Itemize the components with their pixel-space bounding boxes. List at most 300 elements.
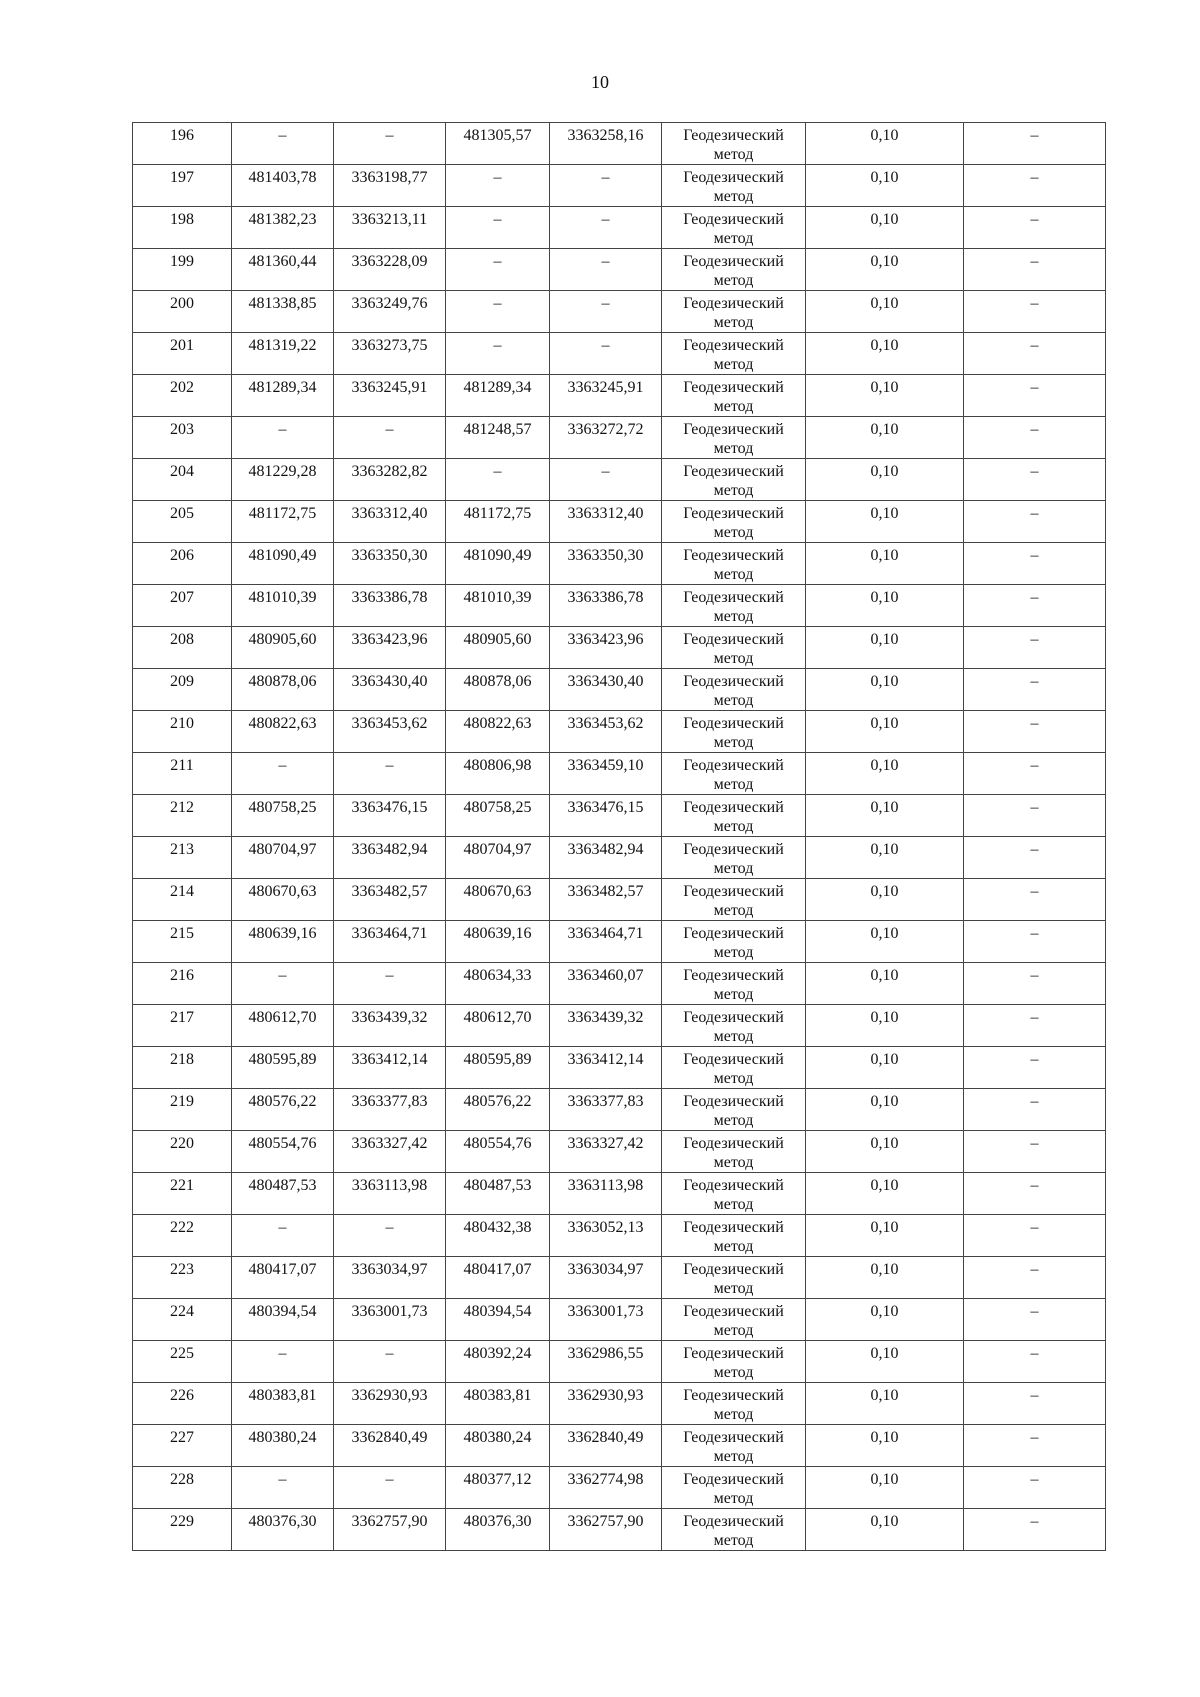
new-x-cell <box>446 669 550 711</box>
new-y-cell <box>550 921 662 963</box>
new-y-text: – <box>601 169 610 186</box>
old-x-text: 480487,53 <box>248 1177 317 1194</box>
table-row <box>133 459 1106 501</box>
accuracy-text: 0,10 <box>870 967 899 984</box>
point-number-cell <box>133 417 232 459</box>
old-x-text: 481319,22 <box>248 337 317 354</box>
description-text: – <box>1030 1513 1039 1530</box>
new-x-text: 481172,75 <box>463 505 532 522</box>
new-y-cell <box>550 543 662 585</box>
new-x-text: 480595,89 <box>463 1051 532 1068</box>
new-y-text: 3362774,98 <box>567 1471 644 1488</box>
new-y-text: 3362930,93 <box>567 1387 644 1404</box>
accuracy-cell <box>806 1005 964 1047</box>
table-row <box>133 1131 1106 1173</box>
accuracy-text: 0,10 <box>870 715 899 732</box>
accuracy-cell <box>806 1383 964 1425</box>
old-y-cell <box>334 207 446 249</box>
accuracy-text: 0,10 <box>870 883 899 900</box>
old-y-text: – <box>385 1471 394 1488</box>
new-x-cell <box>446 1383 550 1425</box>
description-text: – <box>1030 547 1039 564</box>
accuracy-text: 0,10 <box>870 253 899 270</box>
method-text: Геодезический метод <box>683 1429 784 1465</box>
table-row <box>133 543 1106 585</box>
accuracy-cell <box>806 291 964 333</box>
method-text: Геодезический метод <box>683 1387 784 1423</box>
old-y-text: 3363464,71 <box>351 925 428 942</box>
new-y-text: 3363423,96 <box>567 631 644 648</box>
method-cell <box>662 753 806 795</box>
new-x-text: 480392,24 <box>463 1345 532 1362</box>
accuracy-text: 0,10 <box>870 169 899 186</box>
new-x-cell <box>446 585 550 627</box>
description-cell <box>964 417 1106 459</box>
new-y-text: 3363439,32 <box>567 1009 644 1026</box>
accuracy-text: 0,10 <box>870 505 899 522</box>
old-x-text: – <box>278 421 287 438</box>
new-x-text: 480704,97 <box>463 841 532 858</box>
old-x-text: 481172,75 <box>248 505 317 522</box>
point-number-text: 212 <box>170 799 194 816</box>
table-row <box>133 837 1106 879</box>
old-x-text: 480394,54 <box>248 1303 317 1320</box>
new-y-cell <box>550 711 662 753</box>
point-number-text: 208 <box>170 631 194 648</box>
new-y-cell <box>550 627 662 669</box>
new-x-text: 480639,16 <box>463 925 532 942</box>
method-text: Геодезический метод <box>683 1219 784 1255</box>
method-text: Геодезический метод <box>683 967 784 1003</box>
description-text: – <box>1030 757 1039 774</box>
new-x-text: 480634,33 <box>463 967 532 984</box>
method-cell <box>662 459 806 501</box>
old-y-cell <box>334 543 446 585</box>
new-x-cell <box>446 753 550 795</box>
new-y-text: 3363453,62 <box>567 715 644 732</box>
old-y-text: 3363282,82 <box>351 463 428 480</box>
table-row <box>133 501 1106 543</box>
new-y-cell <box>550 669 662 711</box>
new-y-text: 3363034,97 <box>567 1261 644 1278</box>
point-number-cell <box>133 837 232 879</box>
new-x-cell <box>446 1467 550 1509</box>
description-text: – <box>1030 211 1039 228</box>
point-number-cell <box>133 711 232 753</box>
point-number-text: 210 <box>170 715 194 732</box>
table-row <box>133 1047 1106 1089</box>
new-y-text: 3363258,16 <box>567 127 644 144</box>
method-text: Геодезический метод <box>683 295 784 331</box>
accuracy-text: 0,10 <box>870 211 899 228</box>
method-text: Геодезический метод <box>683 253 784 289</box>
accuracy-cell <box>806 1341 964 1383</box>
new-y-text: 3363482,57 <box>567 883 644 900</box>
old-x-cell <box>232 165 334 207</box>
point-number-text: 222 <box>170 1219 194 1236</box>
table-row <box>133 585 1106 627</box>
new-x-cell <box>446 837 550 879</box>
old-x-cell <box>232 669 334 711</box>
method-text: Геодезический метод <box>683 1009 784 1045</box>
method-text: Геодезический метод <box>683 1261 784 1297</box>
old-y-cell <box>334 1299 446 1341</box>
accuracy-cell <box>806 627 964 669</box>
table-row <box>133 123 1106 165</box>
old-y-text: 3363198,77 <box>351 169 428 186</box>
description-cell <box>964 753 1106 795</box>
method-cell <box>662 417 806 459</box>
old-x-cell <box>232 543 334 585</box>
new-y-cell <box>550 1005 662 1047</box>
method-text: Геодезический метод <box>683 1345 784 1381</box>
point-number-text: 206 <box>170 547 194 564</box>
accuracy-text: 0,10 <box>870 547 899 564</box>
point-number-text: 220 <box>170 1135 194 1152</box>
point-number-cell <box>133 1509 232 1551</box>
accuracy-cell <box>806 1047 964 1089</box>
method-cell <box>662 1047 806 1089</box>
table-row <box>133 1467 1106 1509</box>
old-y-cell <box>334 417 446 459</box>
old-y-text: 3363245,91 <box>351 379 428 396</box>
new-x-text: 480670,63 <box>463 883 532 900</box>
table-row <box>133 1089 1106 1131</box>
description-cell <box>964 1467 1106 1509</box>
new-y-cell <box>550 1299 662 1341</box>
description-text: – <box>1030 463 1039 480</box>
old-y-cell <box>334 963 446 1005</box>
old-y-text: 3363377,83 <box>351 1093 428 1110</box>
table-row <box>133 1257 1106 1299</box>
new-y-text: 3363377,83 <box>567 1093 644 1110</box>
new-y-cell <box>550 249 662 291</box>
point-number-text: 219 <box>170 1093 194 1110</box>
new-x-cell <box>446 249 550 291</box>
accuracy-text: 0,10 <box>870 1387 899 1404</box>
old-y-text: 3363327,42 <box>351 1135 428 1152</box>
old-x-cell <box>232 207 334 249</box>
old-y-text: 3363482,57 <box>351 883 428 900</box>
description-text: – <box>1030 1177 1039 1194</box>
new-x-cell <box>446 1089 550 1131</box>
old-y-cell <box>334 1173 446 1215</box>
old-y-cell <box>334 921 446 963</box>
old-y-text: 3363453,62 <box>351 715 428 732</box>
method-cell <box>662 669 806 711</box>
old-y-cell <box>334 1215 446 1257</box>
point-number-cell <box>133 459 232 501</box>
accuracy-text: 0,10 <box>870 1261 899 1278</box>
method-cell <box>662 795 806 837</box>
new-y-cell <box>550 1425 662 1467</box>
new-y-text: 3363464,71 <box>567 925 644 942</box>
new-x-cell <box>446 459 550 501</box>
description-text: – <box>1030 841 1039 858</box>
point-number-cell <box>133 1383 232 1425</box>
old-x-text: 480383,81 <box>248 1387 317 1404</box>
description-cell <box>964 543 1106 585</box>
table-row <box>133 1173 1106 1215</box>
old-y-text: 3363213,11 <box>351 211 428 228</box>
old-x-cell <box>232 921 334 963</box>
point-number-cell <box>133 291 232 333</box>
new-x-cell <box>446 1425 550 1467</box>
new-y-text: 3363327,42 <box>567 1135 644 1152</box>
description-text: – <box>1030 1009 1039 1026</box>
point-number-cell <box>133 207 232 249</box>
description-text: – <box>1030 169 1039 186</box>
accuracy-text: 0,10 <box>870 631 899 648</box>
description-text: – <box>1030 505 1039 522</box>
old-x-cell <box>232 963 334 1005</box>
old-x-text: 481090,49 <box>248 547 317 564</box>
old-x-cell <box>232 1467 334 1509</box>
new-y-text: 3362757,90 <box>567 1513 644 1530</box>
old-x-text: 480878,06 <box>248 673 317 690</box>
accuracy-text: 0,10 <box>870 295 899 312</box>
accuracy-text: 0,10 <box>870 1009 899 1026</box>
point-number-text: 209 <box>170 673 194 690</box>
table-row <box>133 1299 1106 1341</box>
old-x-cell <box>232 1089 334 1131</box>
description-cell <box>964 795 1106 837</box>
accuracy-text: 0,10 <box>870 757 899 774</box>
new-x-text: 480376,30 <box>463 1513 532 1530</box>
old-y-text: 3363228,09 <box>351 253 428 270</box>
accuracy-cell <box>806 795 964 837</box>
point-number-text: 198 <box>170 211 194 228</box>
description-text: – <box>1030 1051 1039 1068</box>
new-y-text: 3363386,78 <box>567 589 644 606</box>
accuracy-cell <box>806 1173 964 1215</box>
old-x-cell <box>232 1425 334 1467</box>
point-number-cell <box>133 501 232 543</box>
description-cell <box>964 1047 1106 1089</box>
old-x-text: 481229,28 <box>248 463 317 480</box>
method-text: Геодезический метод <box>683 505 784 541</box>
method-cell <box>662 627 806 669</box>
old-x-cell <box>232 333 334 375</box>
method-text: Геодезический метод <box>683 925 784 961</box>
new-y-text: 3363482,94 <box>567 841 644 858</box>
accuracy-text: 0,10 <box>870 1051 899 1068</box>
new-x-text: 480806,98 <box>463 757 532 774</box>
old-y-cell <box>334 333 446 375</box>
accuracy-cell <box>806 879 964 921</box>
old-x-cell <box>232 1047 334 1089</box>
method-text: Геодезический метод <box>683 589 784 625</box>
description-cell <box>964 207 1106 249</box>
new-y-cell <box>550 333 662 375</box>
old-y-cell <box>334 627 446 669</box>
point-number-cell <box>133 1467 232 1509</box>
new-y-cell <box>550 837 662 879</box>
new-y-text: 3363245,91 <box>567 379 644 396</box>
new-y-cell <box>550 501 662 543</box>
new-y-cell <box>550 963 662 1005</box>
point-number-text: 218 <box>170 1051 194 1068</box>
new-x-text: 481248,57 <box>463 421 532 438</box>
old-y-cell <box>334 375 446 417</box>
point-number-cell <box>133 795 232 837</box>
new-y-text: – <box>601 295 610 312</box>
new-y-text: 3363113,98 <box>567 1177 644 1194</box>
method-text: Геодезический метод <box>683 673 784 709</box>
old-y-text: 3363249,76 <box>351 295 428 312</box>
new-y-cell <box>550 795 662 837</box>
new-y-text: 3363350,30 <box>567 547 644 564</box>
point-number-cell <box>133 627 232 669</box>
description-cell <box>964 1173 1106 1215</box>
old-x-cell <box>232 1173 334 1215</box>
accuracy-cell <box>806 333 964 375</box>
new-x-text: – <box>493 463 502 480</box>
method-cell <box>662 207 806 249</box>
method-cell <box>662 333 806 375</box>
method-cell <box>662 921 806 963</box>
new-y-text: – <box>601 253 610 270</box>
old-y-cell <box>334 459 446 501</box>
old-x-cell <box>232 1215 334 1257</box>
method-text: Геодезический метод <box>683 757 784 793</box>
new-x-text: 481305,57 <box>463 127 532 144</box>
point-number-text: 225 <box>170 1345 194 1362</box>
method-text: Геодезический метод <box>683 337 784 373</box>
accuracy-text: 0,10 <box>870 673 899 690</box>
accuracy-text: 0,10 <box>870 1219 899 1236</box>
old-y-text: 3363439,32 <box>351 1009 428 1026</box>
old-y-text: – <box>385 757 394 774</box>
description-cell <box>964 1215 1106 1257</box>
old-y-cell <box>334 501 446 543</box>
accuracy-text: 0,10 <box>870 127 899 144</box>
description-cell <box>964 165 1106 207</box>
method-cell <box>662 1509 806 1551</box>
description-cell <box>964 1257 1106 1299</box>
old-y-cell <box>334 753 446 795</box>
new-x-cell <box>446 1047 550 1089</box>
accuracy-text: 0,10 <box>870 799 899 816</box>
method-text: Геодезический метод <box>683 421 784 457</box>
method-text: Геодезический метод <box>683 841 784 877</box>
page-number: 10 <box>591 72 609 92</box>
new-y-cell <box>550 375 662 417</box>
point-number-text: 226 <box>170 1387 194 1404</box>
old-y-cell <box>334 1257 446 1299</box>
description-cell <box>964 375 1106 417</box>
accuracy-cell <box>806 837 964 879</box>
accuracy-cell <box>806 1467 964 1509</box>
new-y-text: 3363460,07 <box>567 967 644 984</box>
point-number-cell <box>133 963 232 1005</box>
accuracy-text: 0,10 <box>870 1303 899 1320</box>
old-x-cell <box>232 585 334 627</box>
old-y-cell <box>334 1341 446 1383</box>
table-row <box>133 627 1106 669</box>
description-cell <box>964 669 1106 711</box>
table-row <box>133 1509 1106 1551</box>
old-y-text: 3363412,14 <box>351 1051 428 1068</box>
new-y-text: – <box>601 211 610 228</box>
new-y-cell <box>550 1341 662 1383</box>
new-x-text: – <box>493 253 502 270</box>
new-x-text: 481289,34 <box>463 379 532 396</box>
method-cell <box>662 1299 806 1341</box>
description-text: – <box>1030 1387 1039 1404</box>
new-y-cell <box>550 459 662 501</box>
old-x-text: – <box>278 757 287 774</box>
old-y-text: 3363312,40 <box>351 505 428 522</box>
new-x-text: 481090,49 <box>463 547 532 564</box>
new-x-cell <box>446 1299 550 1341</box>
accuracy-text: 0,10 <box>870 337 899 354</box>
new-x-text: 480905,60 <box>463 631 532 648</box>
description-text: – <box>1030 589 1039 606</box>
accuracy-cell <box>806 1509 964 1551</box>
old-x-text: 480576,22 <box>248 1093 317 1110</box>
old-x-text: 480554,76 <box>248 1135 317 1152</box>
method-cell <box>662 711 806 753</box>
new-x-text: 480394,54 <box>463 1303 532 1320</box>
method-cell <box>662 1341 806 1383</box>
new-y-text: 3363272,72 <box>567 421 644 438</box>
description-cell <box>964 1131 1106 1173</box>
method-cell <box>662 291 806 333</box>
new-x-cell <box>446 291 550 333</box>
old-y-cell <box>334 1047 446 1089</box>
old-x-text: 480758,25 <box>248 799 317 816</box>
old-x-text: 480417,07 <box>248 1261 317 1278</box>
new-x-text: 480487,53 <box>463 1177 532 1194</box>
old-x-cell <box>232 249 334 291</box>
old-y-text: 3363350,30 <box>351 547 428 564</box>
point-number-cell <box>133 1257 232 1299</box>
old-y-cell <box>334 291 446 333</box>
description-cell <box>964 1005 1106 1047</box>
old-x-text: 480704,97 <box>248 841 317 858</box>
accuracy-text: 0,10 <box>870 463 899 480</box>
accuracy-text: 0,10 <box>870 1471 899 1488</box>
point-number-cell <box>133 1425 232 1467</box>
point-number-cell <box>133 1089 232 1131</box>
description-cell <box>964 459 1106 501</box>
method-cell <box>662 1425 806 1467</box>
old-y-cell <box>334 585 446 627</box>
description-text: – <box>1030 1345 1039 1362</box>
new-y-cell <box>550 1089 662 1131</box>
old-x-text: 481289,34 <box>248 379 317 396</box>
point-number-text: 203 <box>170 421 194 438</box>
description-text: – <box>1030 127 1039 144</box>
table-body <box>133 123 1106 1551</box>
table-row <box>133 375 1106 417</box>
old-x-text: 480595,89 <box>248 1051 317 1068</box>
new-x-cell <box>446 879 550 921</box>
description-text: – <box>1030 1261 1039 1278</box>
description-cell <box>964 501 1106 543</box>
new-x-text: 481010,39 <box>463 589 532 606</box>
old-y-cell <box>334 879 446 921</box>
old-y-text: 3363386,78 <box>351 589 428 606</box>
old-x-cell <box>232 1257 334 1299</box>
method-cell <box>662 501 806 543</box>
table-row <box>133 249 1106 291</box>
accuracy-cell <box>806 585 964 627</box>
old-x-text: 481382,23 <box>248 211 317 228</box>
description-text: – <box>1030 337 1039 354</box>
method-text: Геодезический метод <box>683 1471 784 1507</box>
